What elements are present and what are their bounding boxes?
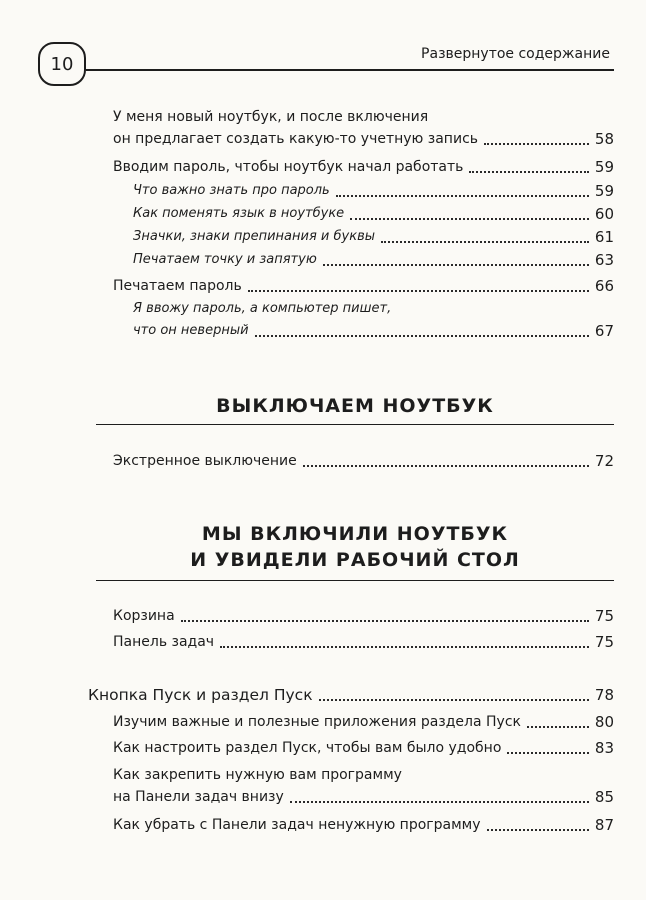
toc-page-number: 87 [594,816,614,834]
toc-entry-text: Кнопка Пуск и раздел Пуск [88,686,313,704]
toc-leader [248,289,589,292]
toc-leader [319,698,589,701]
toc-page-number: 58 [594,130,614,148]
toc-chapter-entry [88,684,614,706]
toc-leader [303,464,589,467]
toc-page-number: 78 [594,686,614,704]
toc-subentry [133,180,614,202]
toc-entry-text: он предлагает создать какую-то учетную запись [113,131,479,147]
toc-entry [113,814,614,836]
toc-leader [350,217,589,220]
toc-page-number: 67 [594,322,614,340]
toc-entry [113,711,614,733]
toc-subentry [133,249,614,271]
toc-entry-text: Как настроить раздел Пуск, чтобы вам было удобно [113,740,502,756]
toc-leader [484,142,589,145]
toc-entry [113,737,614,759]
toc-entry-text: Панель задач [113,634,215,650]
toc-entry-text: Как закрепить нужную вам программу [113,767,402,783]
toc-entry-text: Как убрать с Панели задач ненужную программу [113,817,481,833]
toc-leader [255,334,589,337]
toc-entry-text: Печатаем точку и запятую [133,252,317,267]
toc-leader [290,800,589,803]
toc-page-number: 80 [594,713,614,731]
toc-entry-text: У меня новый ноутбук, и после включения [113,109,429,125]
header-rule [86,69,614,71]
toc-entry [113,450,614,472]
toc-page-number: 85 [594,788,614,806]
toc-entry [113,156,614,178]
toc-page-number: 75 [594,633,614,651]
toc-page-number: 59 [594,182,614,200]
section-rule [96,580,614,581]
toc-entry [113,764,614,808]
toc-entry-text: что он неверный [133,323,249,338]
toc-leader [469,170,589,173]
section-rule [96,424,614,425]
toc-entry-text: Значки, знаки препинания и буквы [133,229,375,244]
toc-entry-text: Корзина [113,608,175,624]
toc-page-number: 83 [594,739,614,757]
toc-entry-text: Вводим пароль, чтобы ноутбук начал работать [113,159,464,175]
toc-page-number: 60 [594,205,614,223]
toc-entry-text: на Панели задач внизу [113,789,284,805]
toc-page-number: 59 [594,158,614,176]
toc-subentry [133,203,614,225]
toc-leader [336,194,589,197]
toc-leader [527,725,589,728]
toc-entry-text: Что важно знать про пароль [133,183,330,198]
toc-page-number: 63 [594,251,614,269]
toc-leader [507,751,589,754]
toc-entry [113,605,614,627]
section-title: И УВИДЕЛИ РАБОЧИЙ СТОЛ [190,549,520,571]
toc-leader [487,828,589,831]
running-header: Развернутое содержание [421,46,610,62]
toc-subentry [133,298,614,342]
toc-leader [381,240,589,243]
toc-entry [113,275,614,297]
toc-subentry [133,226,614,248]
toc-entry [113,106,614,150]
toc-page-number: 61 [594,228,614,246]
toc-entry-text: Изучим важные и полезные приложения раздела Пуск [113,714,521,730]
toc-entry-text: Как поменять язык в ноутбуке [133,206,345,221]
toc-entry-text: Я ввожу пароль, а компьютер пишет, [133,301,392,316]
toc-leader [181,619,589,622]
toc-entry-text: Экстренное выключение [113,453,297,469]
toc-page-number: 75 [594,607,614,625]
section-title: ВЫКЛЮЧАЕМ НОУТБУК [216,395,494,417]
toc-page-number: 72 [594,452,614,470]
page-number: 10 [38,42,86,86]
toc-leader [323,263,589,266]
toc-page-number: 66 [594,277,614,295]
toc-entry [113,631,614,653]
section-title: МЫ ВКЛЮЧИЛИ НОУТБУК [201,523,509,545]
toc-leader [220,645,589,648]
toc-entry-text: Печатаем пароль [113,278,242,294]
